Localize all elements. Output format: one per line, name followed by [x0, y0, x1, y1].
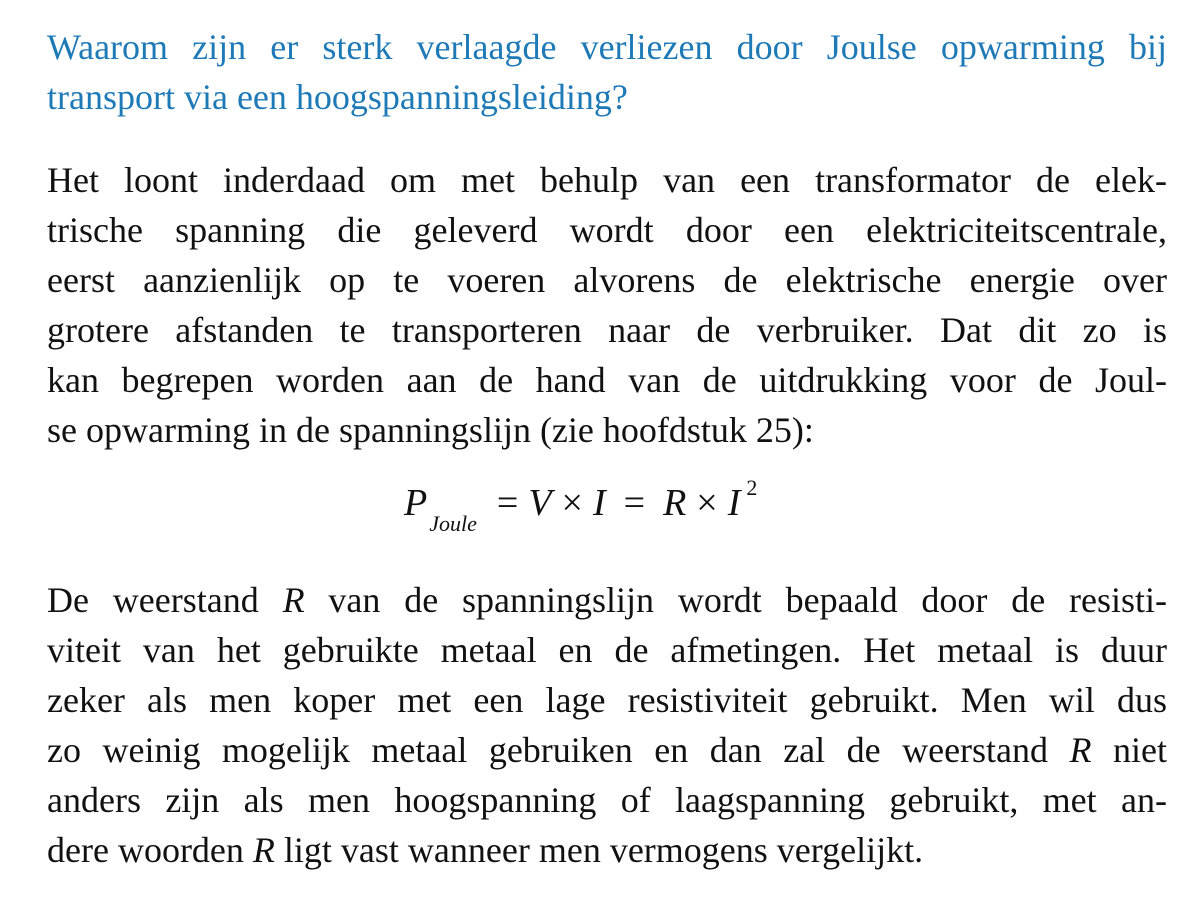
paragraph-1-line-2: trische spanning die geleverd wordt door een elektriciteitscentrale, — [47, 210, 1167, 250]
formula-times-2: × — [696, 482, 718, 524]
formula-equals-2: = — [623, 482, 646, 524]
paragraph-2-line-4-before: zo weinig mogelijk metaal gebruiken en dan zal de weerstand — [47, 730, 1070, 770]
joule-formula — [404, 475, 758, 536]
question-line-1: Waarom zijn er sterk verlaagde verliezen door Joulse opwarming bij — [47, 27, 1167, 67]
paragraph-2-line-1-after: van de spanningslijn wordt bepaald door de resisti- — [304, 580, 1167, 620]
formula-r: R — [663, 482, 687, 524]
paragraph-2 — [47, 575, 1167, 875]
paragraph-2-line-1 — [47, 575, 1167, 625]
formula-i-1: I — [592, 482, 606, 524]
paragraph-1-line-1: Het loont inderdaad om met behulp van een transformator de elek- — [47, 160, 1167, 200]
question-heading — [47, 22, 1167, 122]
variable-r: R — [252, 830, 275, 870]
formula-p-subscript: Joule — [429, 511, 477, 536]
formula-times-1: × — [561, 482, 583, 524]
paragraph-2-line-6-after: ligt vast wanneer men vermogens vergelijkt. — [274, 830, 924, 870]
formula-exponent: 2 — [746, 475, 758, 500]
formula-equals-1: = — [496, 482, 519, 524]
paragraph-2-line-2: viteit van het gebruikte metaal en de afmetingen. Het metaal is duur — [47, 630, 1167, 670]
paragraph-1-line-5: kan begrepen worden aan de hand van de uitdrukking voor de Joul- — [47, 360, 1167, 400]
paragraph-1-line-4: grotere afstanden te transporteren naar de verbruiker. Dat dit zo is — [47, 310, 1167, 350]
paragraph-1-line-6: se opwarming in de spanningslijn (zie hoofdstuk 25): — [47, 410, 814, 450]
paragraph-1-line-3: eerst aanzienlijk op te voeren alvorens de elektrische energie over — [47, 260, 1167, 300]
question-line-2: transport via een hoogspanningsleiding? — [47, 77, 628, 117]
paragraph-2-line-4-after: niet — [1091, 730, 1167, 770]
paragraph-1 — [47, 155, 1167, 455]
paragraph-2-line-6 — [47, 825, 1167, 875]
variable-r: R — [282, 580, 305, 620]
paragraph-2-line-6-before: dere woorden — [47, 830, 253, 870]
variable-r: R — [1069, 730, 1092, 770]
paragraph-2-line-4 — [47, 725, 1167, 775]
formula-v: V — [528, 482, 552, 524]
formula-p: P — [404, 482, 428, 524]
formula-i-2: I — [727, 482, 741, 524]
paragraph-2-line-3: zeker als men koper met een lage resistiviteit gebruikt. Men wil dus — [47, 680, 1167, 720]
paragraph-2-line-1-before: De weerstand — [47, 580, 283, 620]
paragraph-2-line-5: anders zijn als men hoogspanning of laagspanning gebruikt, met an- — [47, 780, 1167, 820]
